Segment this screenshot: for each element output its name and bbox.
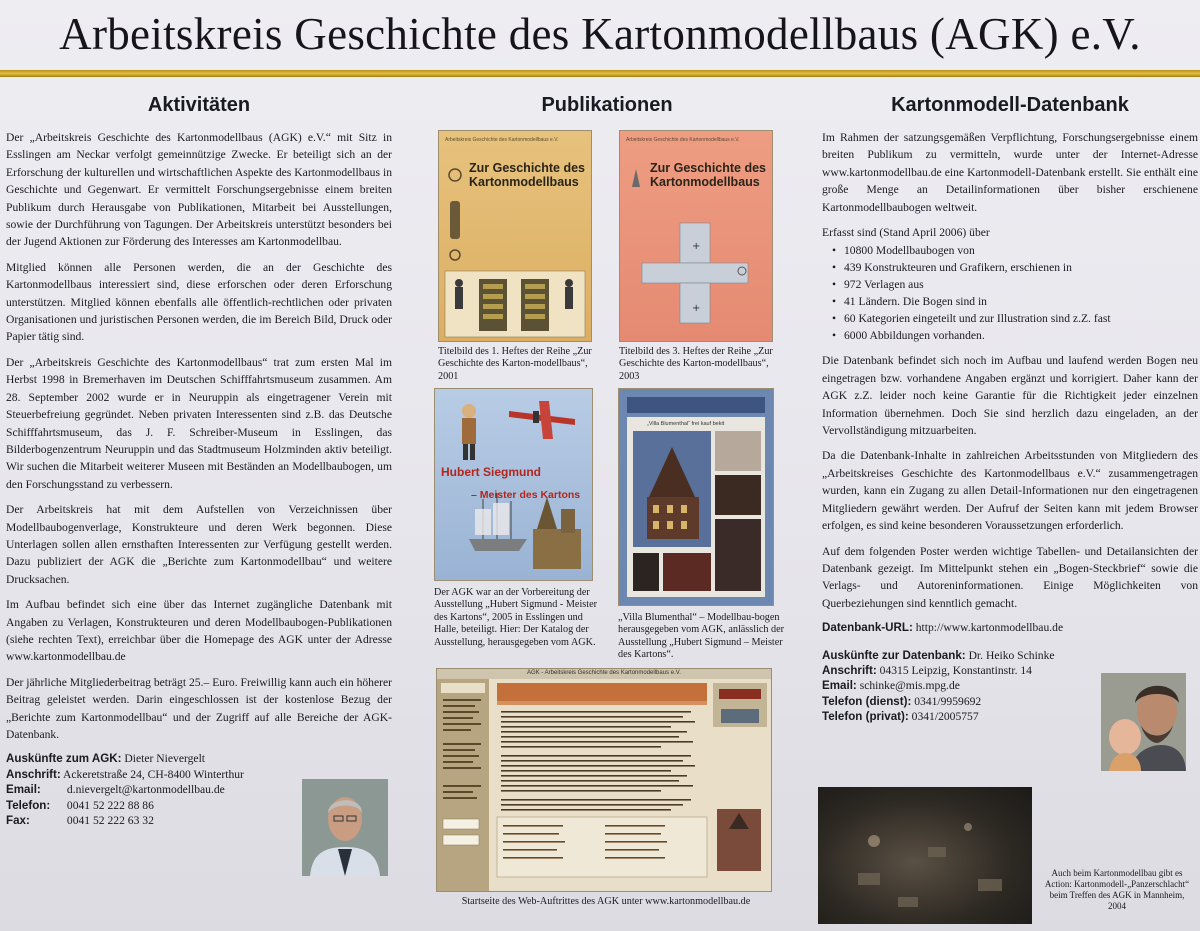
villa-title: „Villa Blumenthal“ frei kauf bekit xyxy=(647,421,725,427)
contact-row: Email: schinke@mis.mpg.de xyxy=(822,679,960,693)
database-url-link[interactable]: http://www.kartonmodellbau.de xyxy=(915,621,1064,635)
database-paragraph: Da die Datenbank-Inhalte in zahlreichen Arbeitsstunden von Mitgliedern des „Arbeitskreises Geschichte des Kartonmodellbaus e.V.“ zusammengetragen wurden, kann ein Zugang zu allen Detail-Informationen nur den eingetragenen Mitgliedern gewährt werden. Der Aufruf der Seiten kann mit jedem Browser erfolgen, es sind keine besonderen Voraussetzungen erforderlich. xyxy=(822,449,1198,533)
activities-paragraph: Im Aufbau befindet sich eine über das Internet zugängliche Datenbank mit Angaben zu Verlagen, Konstrukteuren und deren Modellbaubogen-Publikationen (siehe rechten Text), erreichbar über die Homepage des AGK unter der Adresse www.kartonmodellbau.de xyxy=(6,598,392,664)
svg-text:+: + xyxy=(692,241,701,252)
database-list-intro: Erfasst sind (Stand April 2006) über xyxy=(822,226,990,240)
contact-row: Email: d.nievergelt@kartonmodellbau.de xyxy=(6,783,225,797)
contact-row: Anschrift: 04315 Leipzig, Konstantinstr. 14 xyxy=(822,663,1032,677)
database-stat-item: • 60 Kategorien eingeteilt und zur Illustration sind z.Z. fast xyxy=(844,310,1198,327)
activities-paragraph: Der jährliche Mitgliederbeitrag beträgt 25.– Euro. Freiwillig kann auch ein höherer Beitrag geleistet werden. Darin eingeschlossen ist der kostenlose Bezug der „Berichte zum Kartonmodellbau“ und der Zugriff auf alle Bereiche der AGK-Datenbank. xyxy=(6,675,392,741)
panzerschlacht-photo xyxy=(818,787,1032,924)
database-stat-item: • 41 Ländern. Die Bogen sind in xyxy=(844,293,1198,310)
website-header-text: AGK - Arbeitskreis Geschichte des Kartonmodellbaus e.V. xyxy=(527,670,681,676)
cover-heft-1: Arbeitskreis Geschichte des Kartonmodellbaus e.V. Zur Geschichte des Kartonmodellbaus xyxy=(438,130,592,342)
publications-heading: Publikationen xyxy=(541,94,673,116)
contact-row: Fax: 0041 52 222 63 32 xyxy=(6,814,154,828)
contact-row: Telefon (dienst): 0341/9959692 xyxy=(822,694,982,708)
villa-caption: „Villa Blumenthal“ – Modellbau-bogen herausgegeben vom AGK, anlässlich der Ausstellung „Hubert Sigmund – Meister des Kartons“. xyxy=(618,612,785,661)
activities-heading: Aktivitäten xyxy=(147,94,251,116)
schinke-email-link[interactable]: schinke@mis.mpg.de xyxy=(859,679,960,693)
activities-column xyxy=(6,84,392,828)
nievergelt-portrait xyxy=(302,779,388,876)
database-paragraph: Die Datenbank befindet sich noch im Aufbau und laufend werden Bogen neu eingetragen bzw. vorhandene Angaben ergänzt und korrigiert. Daher kann der AGK z.Z. leider noch keine Garantie für die Richtigkeit jeder einzelnen Information übernehmen. Doch Sie sind herzlich dazu eingeladen, an der Vervollständigung mitzuarbeiten. xyxy=(822,354,1198,438)
database-stat-item: • 10800 Modellbaubogen von xyxy=(844,242,1198,259)
activities-paragraph: Mitglied können alle Personen werden, die an der Geschichte des Kartonmodellbaus interessiert sind, diese erforschen oder deren Erforschung unterstützen. Mitglied können ebenfalls alle öffentlich-rechtlichen oder privaten Organisationen und juristischen Personen werden, die im Bereich Bild, Druck oder Papier tätig sind. xyxy=(6,260,392,344)
activities-paragraph: Der Arbeitskreis hat mit dem Aufstellen von Verzeichnissen über Modellbaubogenverlage, Konstrukteure und deren Werk begonnen. Diese Unterlagen sollen allen ernsthaften Interessenten zur Verfügung gestellt werden. Dazu publiziert der AGK die „Berichte zum Kartonmodellbau“ und weitere Drucksachen. xyxy=(6,503,392,586)
database-stat-item: • 972 Verlagen aus xyxy=(844,276,1198,293)
database-stats-list xyxy=(822,242,1198,344)
publications-column xyxy=(412,84,802,129)
activities-text xyxy=(6,129,392,743)
website-caption: Startseite des Web-Auftrittes des AGK unter www.kartonmodellbau.de xyxy=(461,896,751,907)
website-screenshot xyxy=(436,668,772,892)
gold-divider xyxy=(0,70,1200,77)
agk-email-link[interactable]: d.nievergelt@kartonmodellbau.de xyxy=(66,783,225,797)
svg-text:+: + xyxy=(692,303,701,314)
database-stat-item: • 439 Konstrukteuren und Grafikern, erschienen in xyxy=(844,259,1198,276)
contact-row: Telefon: 0041 52 222 88 86 xyxy=(6,798,154,812)
activities-paragraph: Der „Arbeitskreis Geschichte des Kartonmodellbaus“ trat zum ersten Mal im Herbst 1998 in Bremerhaven im Deutschen Schifffahrtsmuseum zusammen. Am 28. September 2002 wurde er in Neuruppin als eingetragener Verein mit Steuerbefreiung gegründet. Neben privaten Interessenten sind z.B. das Deutsche Schifffahrtsmuseum, das J. F. Schreiber-Museum in Esslingen, das Bilderbogenzentrum Neuruppin und das Stadtmuseum Holzminden aktiv beteiligt. Wir suchen die Mitarbeit weiterer Museen mit Beständen an Modellbaubogen, um den Forschungsstand zu verbessern. xyxy=(6,355,392,491)
database-intro: Im Rahmen der satzungsgemäßen Verpflichtung, Forschungsergebnisse einem breiten Publikum zu vermitteln, wurde unter der Internet-Adresse www.kartonmodellbau.de eine Kartonmodell-Datenbank erstellt. Sie enthält eine große Menge an Detailinformationen über bisher erschienene Kartonmodellbaubogen weltweit. xyxy=(822,131,1198,214)
sigmund-name: Hubert Siegmund xyxy=(441,465,542,479)
database-url-line: Datenbank-URL: http://www.kartonmodellbau.de xyxy=(822,621,1064,635)
villa-blumenthal-sheet xyxy=(618,388,774,606)
villa-sheet-page xyxy=(627,417,765,597)
sigmund-catalog-cover xyxy=(434,388,593,581)
schinke-portrait xyxy=(1101,673,1186,771)
contact-row: Telefon (privat): 0341/2005757 xyxy=(822,710,979,724)
database-column xyxy=(822,84,1198,725)
villa-sheet-header xyxy=(627,397,765,413)
sigmund-subtitle: – Meister des Kartons xyxy=(471,489,581,501)
cover-3-title: Zur Geschichte des Kartonmodellbaus xyxy=(650,161,767,189)
cover-3-caption: Titelbild des 3. Heftes der Reihe „Zur Geschichte des Karton-modellbaus“, 2003 xyxy=(619,346,773,382)
database-text xyxy=(822,129,1198,612)
cover-1-caption: Titelbild des 1. Heftes der Reihe „Zur Geschichte des Karton-modellbaus“, 2001 xyxy=(438,346,592,382)
activities-paragraph: Der „Arbeitskreis Geschichte des Kartonmodellbaus (AGK) e.V.“ mit Sitz in Esslingen am Neckar verfolgt gemeinnützige Zwecke. Er beteiligt sich an der Erforschung der kulturellen und wirtschaftlichen Aspekte des Kartonmodellbaus in Geschichte und Gegenwart. Er vermittelt Forschungsergebnisse einem breiten Publikum durch Herausgabe von Publikationen, Mitarbeit bei Ausstellungen, sowie der Durchführung von Tagungen. Der Arbeitskreis unterstützt besonders bei der Jugend Aktionen zur Förderung des Interesses am Kartonmodellbau. xyxy=(6,131,392,249)
database-stat-item: • 6000 Abbildungen vorhanden. xyxy=(844,327,1198,344)
sigmund-caption: Der AGK war an der Vorbereitung der Ausstellung „Hubert Sigmund - Meister des Kartons“, 2005 in Esslingen und Halle, beteiligt. Hier: Der Katalog der Ausstellung, herausgegeben vom AGK. xyxy=(434,587,597,648)
cover-heft-3: Arbeitskreis Geschichte des Kartonmodellbaus e.V. Zur Geschichte des Kartonmodellbaus + + xyxy=(619,130,773,342)
cover-1-title: Zur Geschichte des Kartonmodellbaus xyxy=(469,161,586,189)
database-heading: Kartonmodell-Datenbank xyxy=(891,94,1129,116)
contact-row: Auskünfte zum AGK: Dieter Nievergelt xyxy=(6,752,206,766)
contact-row: Anschrift: Ackeretstraße 24, CH-8400 Winterthur xyxy=(6,767,244,781)
contact-row: Auskünfte zur Datenbank: Dr. Heiko Schinke xyxy=(822,648,1055,662)
panzerschlacht-caption: Auch beim Kartonmodellbau gibt es Action: Kartonmodell-„Panzerschlacht“ beim Treffen des AGK in Mannheim, 2004 xyxy=(1044,868,1190,911)
database-paragraph: Auf dem folgenden Poster werden wichtige Tabellen- und Detailansichten der Datenbank gezeigt. Im Mittelpunkt stehen ein „Bogen-Steckbrief“ sowie die Verlags- und Autoreninformationen. Einige Möglichkeiten von Querbeziehungen sind kenntlich gemacht. xyxy=(822,544,1198,610)
poster-title: Arbeitskreis Geschichte des Kartonmodellbaus (AGK) e.V. xyxy=(59,9,1141,59)
